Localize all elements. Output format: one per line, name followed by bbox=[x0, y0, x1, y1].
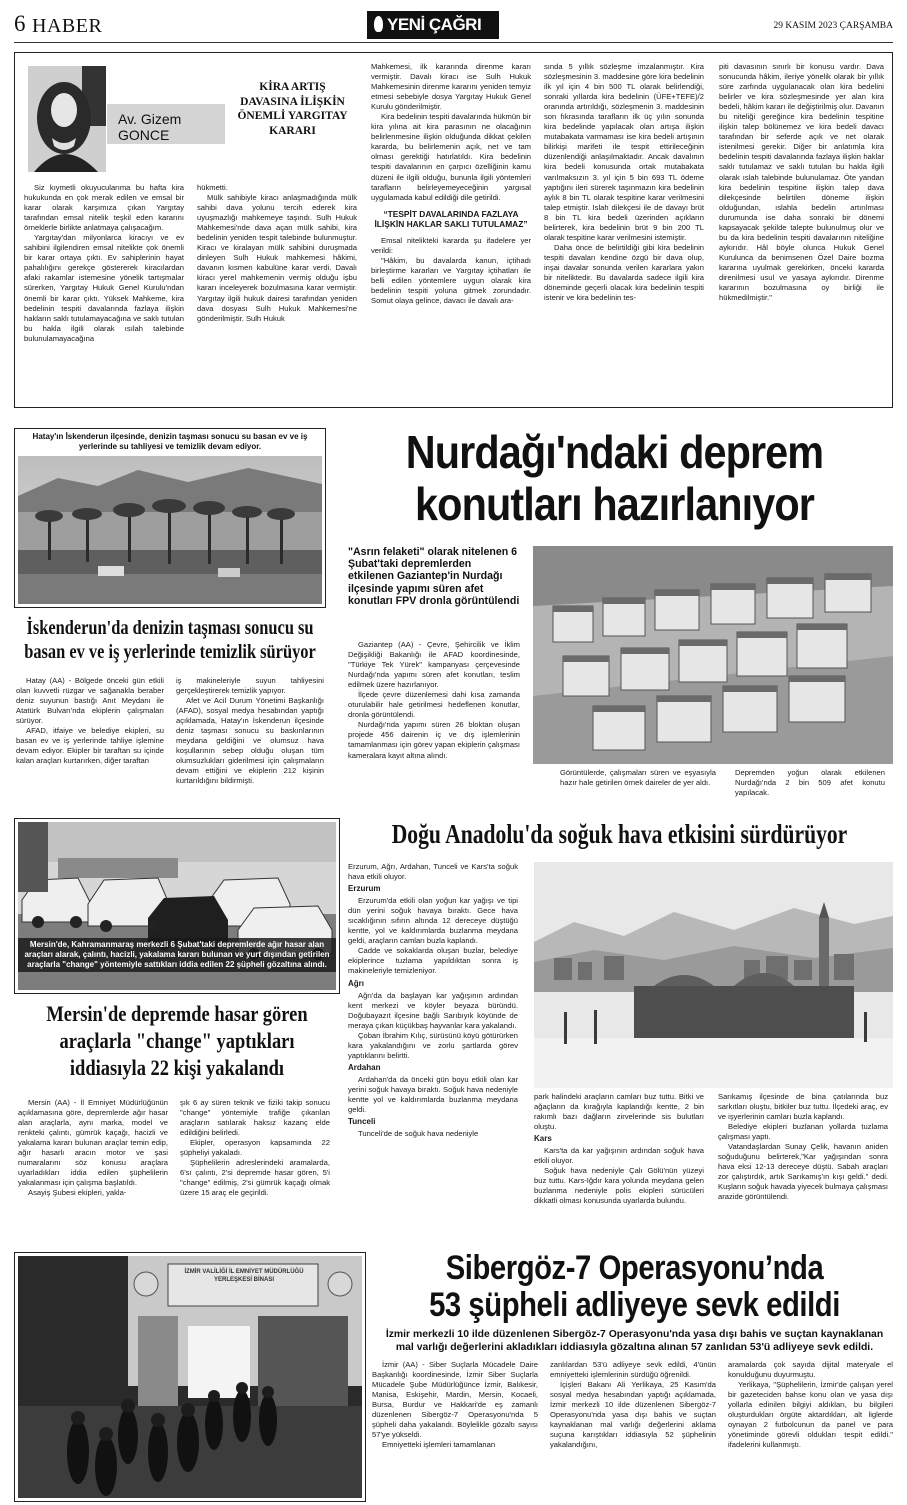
column-title-line: DAVASINA İLİŞKİN bbox=[240, 95, 345, 108]
region-subhead: Ardahan bbox=[348, 1062, 381, 1072]
paragraph: Yerlikaya, "Şüphelilerin, İzmir'de çalışan yerel bir gazeteciden bahse konu olan ve yasa dışı yollarla edinilen bilgiyi aldıkları, bu bilgileri oluşturdukları örgüte aktardıkları, alt liglerde oynayan 2 futbolcunun da panel ve para yönetiminde görevli oldukları tespit edildi." ifadelerini kullanmıştı. bbox=[728, 1380, 893, 1450]
headline-line: Nurdağı'ndaki deprem bbox=[405, 426, 824, 478]
column-text-col3 bbox=[371, 62, 531, 405]
column-title-line: ÖNEMLİ YARGITAY bbox=[237, 110, 348, 122]
masthead-rule bbox=[14, 42, 893, 43]
mersin-text-col1 bbox=[18, 1098, 168, 1240]
paragraph: zanlılardan 53'ü adliyeye sevk edildi, 4'ünün emniyetteki işlemlerinin sürdüğü öğrenildi. bbox=[550, 1360, 716, 1380]
author-photo bbox=[28, 66, 106, 172]
sibergoz-text-col3 bbox=[728, 1360, 893, 1502]
paragraph: aramalarda çok sayıda dijital materyale el konulduğunu duyurmuştu. bbox=[728, 1360, 893, 1380]
iskenderun-photo-caption: Hatay'ın İskenderun ilçesinde, denizin taşması sonucu su basan ev ve iş yerlerinde su tahliyesi ve temizlik devam ediyor. bbox=[32, 432, 308, 451]
region-subhead: Tunceli bbox=[348, 1117, 376, 1127]
paragraph: Erzurum, Ağrı, Ardahan, Tunceli ve Kars'ta soğuk hava etkili oluyor. bbox=[348, 862, 518, 882]
nurdagi-lead: "Asrın felaketi" olarak nitelenen 6 Şubat'taki depremlerden etkilenen Gaziantep'in Nurdağı ilçesinde yapımı süren afet konutları FPV dronla görüntülendi bbox=[348, 546, 520, 607]
page-number: 6 bbox=[14, 11, 26, 36]
mersin-text-col2 bbox=[180, 1098, 330, 1240]
sibergoz-text-col1 bbox=[372, 1360, 538, 1502]
paragraph: şık 6 ay süren teknik ve fiziki takip sonucu "change" yöntemiyle trafiğe çıkarılan araçların satılarak haksız kazanç elde edildiğini belirledi. bbox=[180, 1098, 330, 1138]
paragraph: Görüntülerde, çalışmaları süren ve eşyasıyla hazır hale getirilen örnek daireler de yer aldı. bbox=[560, 768, 716, 788]
paragraph: Erzurum'da etkili olan yoğun kar yağışı ve tipi dün yerini soğuk havaya bıraktı. Gece hava sıcaklığının sıfırın altında 12 dereceye düştüğü kentte, yol ve kaldırımlarda buzlanma meydana geldi, araçların camları buzla kaplandı. bbox=[348, 896, 518, 946]
paragraph: Nurdağı'nda yapımı süren 26 bloktan oluşan projede 456 dairenin iç ve dış işlemlerinin tamamlanması için görev yapan ekiplerin çalışması kameralara kayıt altına alındı. bbox=[348, 720, 520, 760]
nurdagi-body bbox=[348, 640, 520, 810]
paragraph: park halindeki araçların camları buz tuttu. Bitki ve ağaçların da kırağıyla kaplandığı kentte, 2 bin rakımlı bazı dağların zirvelerinde sis bulutları oluştu. bbox=[534, 1092, 704, 1132]
paragraph: Kira bedelinin tespiti davalarında hükmün bir kira yılına ait kira parasının ne olacağının belirlenmesine ilişkin olduğunda dikkat çekilen kararda, bu belirlemenin açık, net ve tam olması gerektiği hatırlatıldı. Kira bedelinin tespiti davalarının en çarpıcı özelliğinin kamu düzeni ile ilgili olduğu, bununla ilgili yöntemleri tarafların belirleyemeyeceğinin yargısal uygulamada kabul edildiği dile getirildi. bbox=[371, 112, 531, 202]
paragraph: Ağrı'da da başlayan kar yağışının ardından kent merkezi ve köyler beyaza büründü. Doğubayazıt ilçesine bağlı Sarıbıyık köyünde de meraya çıkan küçükbaş hayvanlar kara yakalandı. bbox=[348, 990, 518, 1030]
headline-line: 53 şüpheli adliyeye sevk edildi bbox=[429, 1286, 840, 1324]
paragraph: Kars'ta da kar yağışının ardından soğuk hava etkili oluyor. bbox=[534, 1146, 704, 1166]
paragraph: Mersin (AA) - İl Emniyet Müdürlüğünün açıklamasına göre, depremlerde ağır hasar alan araçlarla, aynı marka, model ve renkteki çalıntı, gümrük kaçağı, hacizli ve yakalama kararı bulunan araçlar temin edip, ağır hasarlı aracın motor ve şasi numaralarını söz konusu araçlara uyarladıkları iddia edilen şüphelilerin yakalanması için çalışma başlatıldı. bbox=[18, 1098, 168, 1188]
paragraph: Vatandaşlardan Sunay Çelik, havanın aniden soğuduğunu belirterek,"Kar yağışından sonra hava eksi 12-13 dereceye düştü. Sabah araçları zor çalıştırdık, artık Sarıkamış'ın kışı geldi." dedi. Kuşların soğuk havada yiyecek bulmaya çalışması arazide görüntülendi. bbox=[718, 1142, 888, 1202]
nurdagi-headline bbox=[364, 426, 865, 530]
paragraph: sında 5 yıllık sözleşme imzalanmıştır. Kira sözleşmesinin 3. maddesine göre kira bedelinin ilk yıl için 4 bin 500 TL olarak belirlendiği, sonraki yıllarda kira bedelinin (ÜFE+TEFE)/2 oranında artırıldığı, sözleşmenin 3. maddesinin son fıkrasında tarafların ilk üç yılın sonunda kira bedelinde yapılacak olan artışa ilişkin mutabakata varmaması ise kira bedeli artışının bilirkişi marifeti ile tespit ettirileceğinin düzenlendiği anlaşılmaktadır. Ancak davalının kira bedeli konusunda ortak mutabakata varılmaksızın 3. yıl için 5 bin 693 TL ödeme yaptığını ileri sürerek taşınmazın kira bedelinin aylık 8 bin TL olarak tespitine karar verilmesini talep etmiştir. Islah dilekçesi ile de davayı brüt 8 bin TL kira bedeli üzerinden açıkların belirterek, kira bedelinin brüt 9 bin 200 TL olarak tespitine karar verilmesini istemiştir. bbox=[544, 62, 704, 242]
paragraph: Çoban İbrahim Kılıç, sürüsünü köyü götürürken kara yakalandığını ve zorlu şartlarda görev yaptıklarını belirtti. bbox=[348, 1030, 518, 1060]
paragraph: İlçede çevre düzenlemesi dahi kısa zamanda oturulabilir hale getirilmesi hedeflenen konutlar, dronla görüntülendi. bbox=[348, 690, 520, 720]
logo-flame-icon bbox=[374, 16, 383, 32]
headline-line: konutları hazırlanıyor bbox=[415, 478, 814, 530]
headline-line: araçlarla "change" yaptıkları bbox=[59, 1028, 295, 1053]
paragraph: Hatay (AA) - Bölgede önceki gün etkili olan kuvvetli rüzgar ve sağanakla beraber deniz suyunun bastığı Anıt Meydanı ile Atatürk Bulvarı'nda ekiplerin çalışmaları sürüyor. bbox=[16, 676, 164, 726]
headline-line: İskenderun'da denizin taşması sonucu su bbox=[26, 617, 314, 639]
column-subhead: “TESPİT DAVALARINDA FAZLAYA İLİŞKİN HAKLAR SAKLI TUTULAMAZ” bbox=[374, 208, 528, 230]
nurdagi-caption-2 bbox=[735, 768, 885, 808]
dogu-text-col1 bbox=[348, 862, 518, 1242]
dogu-text-col2 bbox=[534, 1092, 704, 1242]
column-title bbox=[230, 80, 355, 138]
paragraph: AFAD, itfaiye ve belediye ekipleri, su basan ev ve iş yerlerinde tahliye işlemine devam ediyor. Ekipler bir taraftan su içinde kalan araçları kurtarırken, diğer taraftan bbox=[16, 726, 164, 766]
iskenderun-text-col2 bbox=[176, 676, 324, 806]
mersin-photo-caption: Mersin'de, Kahramanmaraş merkezli 6 Şubat'taki depremlerde ağır hasar alan araçları alarak, çalıntı, hacizli, yakalama kararı bulunan ve yurt dışından getirilen araçlarla "change" yöntemiyle sattıkları iddia edilen 22 şüpheli gözaltına alındı. bbox=[18, 938, 336, 972]
nurdagi-caption-1 bbox=[560, 768, 716, 808]
author-name: GONCE bbox=[118, 127, 170, 143]
author-title: Av. Gizem bbox=[118, 111, 182, 127]
column-text-col2 bbox=[197, 183, 357, 405]
mersin-headline bbox=[40, 1000, 314, 1081]
issue-date: 29 KASIM 2023 ÇARŞAMBA bbox=[773, 21, 893, 31]
sibergoz-headline bbox=[412, 1250, 857, 1324]
section-name: HABER bbox=[32, 15, 103, 37]
paragraph: Mahkemesi, ilk kararında direnme kararı vermiştir. Davalı kiracı ise Sulh Hukuk Mahkemesinin direnme kararını yeniden temyiz etmesi sebebiyle dosya Yargıtay Hukuk Genel Kurulu gönderilmiştir. bbox=[371, 62, 531, 112]
headline-line: Mersin'de depremde hasar gören bbox=[46, 1001, 308, 1026]
paragraph: İzmir (AA) - Siber Suçlarla Mücadele Daire Başkanlığı koordinesinde, İzmir Siber Suçlarla Mücadele Şube Müdürlüğünce İzmir, Balıkesir, Manisa, Eskişehir, Mardin, Mersin, Kocaeli, Bursa, Burdur ve Hakkari'de eş zamanlı düzenlenen Sibergöz-7 Operasyonu'nda 5 şüpheli daha yakalandı. Böylelikle gözaltı sayısı 57'ye yükseldi. bbox=[372, 1360, 538, 1440]
paragraph: iş makineleriyle suyun tahliyesini gerçekleştirerek temizlik yapıyor. bbox=[176, 676, 324, 696]
paragraph: Depremden yoğun olarak etkilenen Nurdağı'nda 2 bin 509 afet konutu yapılacak. bbox=[735, 768, 885, 798]
headline-text: Doğu Anadolu'da soğuk hava etkisini sürdürüyor bbox=[391, 819, 848, 849]
iskenderun-flood-photo bbox=[18, 456, 322, 604]
headline-line: basan ev ve iş yerlerinde temizlik sürüyor bbox=[24, 641, 316, 663]
paragraph: hükmetti. bbox=[197, 183, 228, 192]
logo-text: YENİ ÇAĞRI bbox=[387, 15, 482, 34]
headline-line: iddiasıyla 22 kişi yakalandı bbox=[69, 1055, 285, 1080]
region-subhead: Erzurum bbox=[348, 884, 381, 894]
column-text-col5 bbox=[719, 62, 884, 405]
paragraph: Sarıkamış ilçesinde de bina çatılarında buz sarkıtları oluştu, bitkiler buz tuttu. İlçedeki araç, ev ve işyerlerinin camları buzla kaplandı. bbox=[718, 1092, 888, 1122]
newspaper-logo bbox=[367, 11, 499, 39]
paragraph: Ekipler, operasyon kapsamında 22 şüpheliyi yakaladı. bbox=[180, 1138, 330, 1158]
paragraph: Yargıtay'dan milyonlarca kiracıyı ve ev sahibini ilgilendiren emsal nitelikte çok önemli bir karar ortaya çıktı. Ev sahiplerinin hayat pahalılığını gerekçe göstererek kiracılardan afaki rakamlar istemesine yönelik tartışmalar sürerken, Yargıtay Hukuk Genel Kurulu'ndan önemli bir karar çıktı. Yüksek Mahkeme, kira bedelinin tespiti davalarında fazlaya ilişkin hakların saklı tutulamayacağına ve saklı tutulan bu hakla ilgili olarak ısılah talebinde bulunulamayacağına bbox=[24, 233, 184, 343]
region-subhead: Kars bbox=[534, 1134, 552, 1144]
paragraph: Cadde ve sokaklarda oluşan buzlar, belediye ekiplerince tuzlama yapıldıktan sonra iş makineleriyle temizleniyor. bbox=[348, 946, 518, 976]
dogu-headline bbox=[391, 818, 848, 850]
iskenderun-text-col1 bbox=[16, 676, 164, 806]
sibergoz-photo-sign: İZMİR VALİLİĞİ İL EMNİYET MÜDÜRLÜĞÜ YERLEŞKESİ BİNASI bbox=[184, 1269, 304, 1283]
headline-line: Sibergöz-7 Operasyonu’nda bbox=[445, 1249, 824, 1287]
paragraph: Soğuk hava nedeniyle Çalı Gölü'nün yüzeyi buz tuttu. Kars-Iğdır kara yolunda meydana gelen buzlanma nedeniyle polis ekipleri sürücüleri dikkatli olması konusunda uyarlarda bulundu. bbox=[534, 1166, 704, 1206]
paragraph: Emsal nitelikteki kararda şu ifadelere yer verildi: bbox=[371, 235, 531, 255]
paragraph: Mülk sahibiyle kiracı anlaşmadığında mülk sahibi dava yolunu tercih ederek kira uyuşmazlığı mahkemeye taşındı. Sulh Hukuk Mahkemesi'nde dava açan mülk sahibi, kira bedelinin yeniden tespit talebinde bulunmuştur. Kiracı ve kiralayan mülk sahibini duruşmada dinleyen Sulh Hukuk mahkemesi hâkimi, davanın kısmen kabulüne karar verdi. Davalı kiracı yerel mahkemenin vermiş olduğu işbu kararı inceleyerek bozulmasına karar vermiştir. Yargıtay ilgili hukuk dairesi tarafından yeniden dava dosyası Sulh Hukuk Mahkemesi'ne gönderilmiştir. Sulh Hukuk bbox=[197, 193, 357, 323]
sibergoz-lead: İzmir merkezli 10 ilde düzenlenen Sibergöz-7 Operasyonu'nda yasa dışı bahis ve suçtan kaynaklanan mal varlığı değerlerini akladıkları iddiasıyla gözaltına alınan 57 zanlıdan 53'ü adliyeye sevk edildi. bbox=[385, 1329, 884, 1353]
paragraph: Tunceli'de de soğuk hava nedeniyle bbox=[358, 1129, 479, 1139]
column-text-col1 bbox=[24, 183, 184, 405]
paragraph: İçişleri Bakanı Ali Yerlikaya, 25 Kasım'da sosyal medya hesabından yaptığı açıklamada, İzmir merkezli 10 ilde düzenlenen Sibergöz-7 Operasyonu'nda yasa dışı bahis ve suçtan kaynaklanan mal varlığı değerlerini aklama suçuna karıştıkları iddiasıyla 52 şüphelinin yakalandığını, bbox=[550, 1380, 716, 1450]
iskenderun-headline bbox=[24, 616, 316, 664]
sibergoz-text-col2 bbox=[550, 1360, 716, 1502]
dogu-text-col3 bbox=[718, 1092, 888, 1242]
paragraph: Ardahan'da da önceki gün boyu etkili olan kar yerini soğuk havaya bıraktı. Soğuk hava nedeniyle kentte yol ve kaldırımlarda buzlanma meydana geldi. bbox=[348, 1074, 518, 1115]
nurdagi-housing-photo bbox=[533, 546, 893, 764]
paragraph: Afet ve Acil Durum Yönetimi Başkanlığı (AFAD), sosyal medya hesabından yaptığı açıklamada, Hatay'ın İskenderun ilçesinde deniz taşması sonucu su baskınlarının meydana geldiğini ve olumsuz hava koşullarının sebep olduğu oluşan tüm olumsuzlukları giderilmesi için çalışmaların devam ettiğini ve ekiplerin 212 kişinin kurtarıldığını bildirmişti. bbox=[176, 696, 324, 786]
paragraph: Daha önce de belirtildiği gibi kira bedelinin tespiti davaları kendine özgü bir dava olup, inşai davalar sonunda verilen kararlara yakın bir niteliktedir. Bu davalarda sadece ilgili kira döneminde geçerli olacak kira bedelinin tespiti istenir ve kira bedelinin tes- bbox=[544, 242, 704, 303]
column-title-line: KARARI bbox=[269, 124, 316, 137]
paragraph: piti davasının sınırlı bir konusu vardır. Dava sonucunda hâkim, ileriye yönelik olarak bir yıllık süre zarfında uygulanacak olan kira bedelini belirler ve kira sözleşmesinde yer alan kira bedeli, hâkim kararı ile değiştirilmiş olur. Davanın bu niteliği gereğince kira bedelinin tespitine ilişkin talep bölünemez ve kira bedeli davacı tarafından bir seferde açık ve net olarak istenilmesi gerekir. Diğer bir anlatımla kira bedelinin tespiti davalarında fazlaya ilişkin haklar saklı tutulamaz ve saklı tutulan bu hakla ilgili olarak ıslah talebinde bulunulamaz. Öte yandan kira bedelinin tespitine ilişkin talep dava dilekçesinde belirtilen döneme ilişkin olduğundan, ıslahla bedelin artırılması durumunda ise daha sonraki bir dönemi kapsayacak şekilde talepte bulunulmuş olur ve bu da kira bedelinin tespiti davalarının niteliğine aykırıdır. Hâl böyle olunca Hukuk Genel Kurulunca da benimsenen Özel Daire bozma kararına uyulmak gerekirken, önceki kararda direnilmesi usul ve yasaya aykırıdır. Direnme kararının bozulmasına oy birliği ile hükmedilmiştir." bbox=[719, 62, 884, 303]
column-title-line: KİRA ARTIŞ bbox=[259, 81, 326, 93]
paragraph: "Hâkim, bu davalarda kanun, içtihadı birleştirme kararları ve Yargıtay içtihatları ile belli edilen yöntemlere uygun olarak kira bedelinin tespiti yoluna gitmek zorundadır. Somut olaya gelince, davacı ile davalı ara- bbox=[371, 255, 531, 305]
region-subhead: Ağrı bbox=[348, 978, 364, 988]
paragraph: Siz kıymetli okuyucularıma bu hafta kira hukukunda en çok merak edilen ve emsal bir karar olarak karşımıza çıkan Yargıtay tarafından emsal nitelik teşkil eden kararını örneklerle birlikte anlatmaya çalışacağım. bbox=[24, 183, 184, 233]
paragraph: Gaziantep (AA) - Çevre, Şehircilik ve İklim Değişikliği Bakanlığı ile AFAD koordinesinde, "Türkiye Tek Yürek" kampanyası çerçevesinde Nurdağı'nda yapımı süren afet konutları, teslim edilmek üzere hazırlanıyor. bbox=[348, 640, 520, 690]
column-text-col4 bbox=[544, 62, 704, 405]
paragraph: Şüphelilerin adreslerindeki aramalarda, 6'sı çalıntı, 2'si depremde hasar gören, 5'i "change" edilmiş, 2'si gümrük kaçağı olmak üzere 15 araç ele geçirildi. bbox=[180, 1158, 330, 1198]
paragraph: Emniyetteki işlemleri tamamlanan bbox=[382, 1440, 496, 1450]
sibergoz-police-photo bbox=[18, 1256, 362, 1498]
dogu-mosque-photo bbox=[534, 862, 893, 1088]
paragraph: Belediye ekipleri buzlanan yollarda tuzlama çalışması yaptı. bbox=[718, 1122, 888, 1142]
paragraph: Asayiş Şubesi ekipleri, yakla- bbox=[28, 1188, 127, 1198]
